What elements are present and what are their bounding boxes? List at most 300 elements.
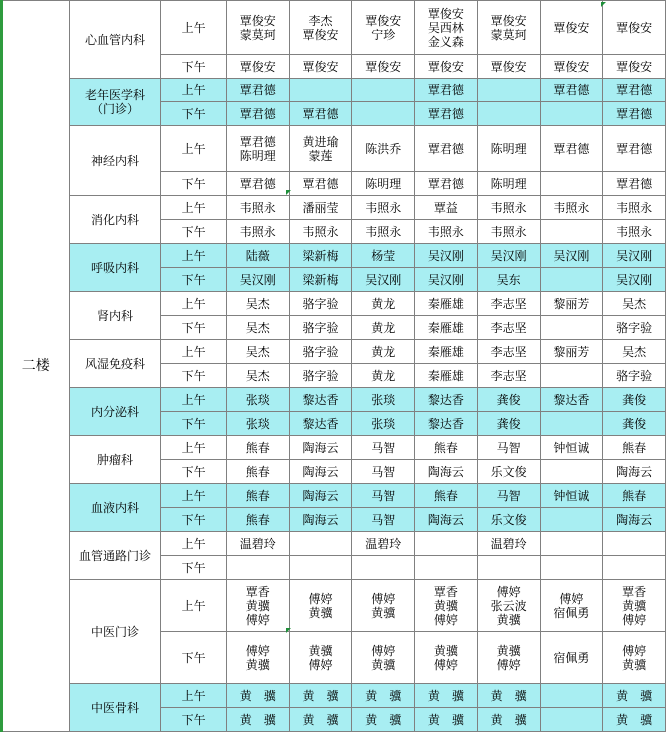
schedule-cell	[415, 708, 478, 732]
schedule-cell	[603, 316, 666, 340]
schedule-cell	[540, 364, 603, 388]
doctor-name: 覃君德	[239, 176, 276, 191]
doctor-name: 温碧玲	[365, 536, 402, 551]
session-label: 上午	[161, 484, 227, 508]
schedule-cell	[415, 632, 478, 684]
doctor-name: 吴汉刚	[490, 248, 527, 263]
doctor-name: 傅婷	[433, 657, 458, 672]
doctor-name: 黄 骥	[490, 712, 527, 727]
schedule-cell	[603, 556, 666, 580]
schedule-cell	[226, 532, 289, 556]
schedule-cell	[289, 708, 352, 732]
session-label: 下午	[161, 220, 227, 244]
schedule-cell	[352, 55, 415, 79]
schedule-cell	[540, 532, 603, 556]
doctor-name: 黄 骥	[302, 712, 339, 727]
schedule-cell	[289, 196, 352, 220]
doctor-name: 乐文俊	[490, 512, 527, 527]
schedule-cell	[226, 684, 289, 708]
schedule-cell	[477, 340, 540, 364]
schedule-cell	[289, 340, 352, 364]
doctor-name: 秦雁雄	[427, 296, 464, 311]
doctor-name: 血管通路门诊	[78, 548, 151, 563]
doctor-name: 潘丽莹	[302, 200, 339, 215]
doctor-name: 李杰	[308, 13, 333, 28]
doctor-name: 骆字验	[616, 320, 653, 335]
schedule-cell	[540, 708, 603, 732]
doctor-name: 黎达香	[553, 392, 590, 407]
doctor-name: 韦照永	[239, 224, 276, 239]
schedule-cell	[540, 292, 603, 316]
doctor-name: 宿佩勇	[553, 605, 590, 620]
schedule-cell	[540, 316, 603, 340]
schedule-cell	[603, 79, 666, 102]
doctor-name: 熊春	[622, 440, 647, 455]
doctor-name: 神经内科	[90, 153, 139, 168]
doctor-name: 陶海云	[302, 488, 339, 503]
doctor-name: 韦照永	[490, 200, 527, 215]
session-label: 上午	[161, 436, 227, 460]
schedule-row-am	[2, 684, 666, 708]
doctor-name: 覃益	[433, 200, 458, 215]
doctor-name: 覃俊安	[553, 59, 590, 74]
schedule-cell	[540, 436, 603, 460]
schedule-cell	[415, 684, 478, 708]
schedule-cell	[289, 316, 352, 340]
doctor-name: 陈明理	[490, 176, 527, 191]
doctor-name: 黄骥	[496, 643, 521, 658]
doctor-name: 李志坚	[490, 296, 527, 311]
schedule-cell	[540, 196, 603, 220]
schedule-cell	[226, 556, 289, 580]
schedule-cell	[540, 580, 603, 632]
schedule-cell	[415, 268, 478, 292]
session-label: 下午	[161, 172, 227, 196]
department-name	[69, 532, 161, 580]
doctor-name: 覃君德	[616, 83, 653, 97]
doctor-name: 黄骥	[308, 605, 333, 620]
doctor-name: 黄 骥	[427, 688, 464, 703]
session-label: 下午	[161, 316, 227, 340]
doctor-name: 骆字验	[302, 320, 339, 335]
session-label: 上午	[161, 684, 227, 708]
schedule-row-am	[2, 1, 666, 55]
schedule-cell	[603, 508, 666, 532]
schedule-cell	[352, 340, 415, 364]
doctor-name: 梁新梅	[302, 248, 339, 263]
doctor-name: 蒙莲	[308, 148, 333, 163]
doctor-name: 韦照永	[490, 224, 527, 239]
schedule-cell	[226, 1, 289, 55]
schedule-cell	[289, 508, 352, 532]
schedule-cell	[415, 412, 478, 436]
department-name	[69, 1, 161, 79]
schedule-cell	[352, 220, 415, 244]
doctor-name: 吴杰	[622, 296, 647, 311]
doctor-name: 梁新梅	[302, 272, 339, 287]
schedule-cell	[289, 532, 352, 556]
doctor-name: 覃俊安	[616, 59, 653, 74]
schedule-cell	[226, 412, 289, 436]
schedule-cell	[540, 220, 603, 244]
schedule-row-am	[2, 436, 666, 460]
department-name	[69, 684, 161, 732]
doctor-name: 黄骥	[371, 657, 396, 672]
schedule-cell	[477, 316, 540, 340]
department-name	[69, 292, 161, 340]
schedule-cell	[415, 244, 478, 268]
schedule-cell	[477, 364, 540, 388]
schedule-cell	[477, 532, 540, 556]
session-label: 上午	[161, 292, 227, 316]
schedule-cell	[415, 580, 478, 632]
doctor-name: 陶海云	[616, 464, 653, 479]
schedule-cell	[352, 684, 415, 708]
doctor-name: 覃香	[433, 584, 458, 599]
schedule-cell	[477, 580, 540, 632]
doctor-name: 陶海云	[427, 464, 464, 479]
schedule-cell	[352, 508, 415, 532]
doctor-name: 韦照永	[427, 224, 464, 239]
doctor-name: 陈明理	[239, 148, 276, 163]
doctor-name: 韦照永	[365, 224, 402, 239]
doctor-name: 马智	[371, 512, 396, 527]
schedule-cell	[226, 436, 289, 460]
doctor-name: 傅婷	[622, 612, 647, 627]
doctor-name: 覃俊安	[302, 59, 339, 74]
schedule-cell	[540, 388, 603, 412]
doctor-name: 傅婷	[371, 591, 396, 606]
schedule-cell	[226, 244, 289, 268]
doctor-name: 吴西林	[427, 20, 464, 35]
doctor-name: 覃俊安	[427, 59, 464, 74]
schedule-cell	[603, 1, 666, 55]
schedule-cell	[352, 580, 415, 632]
doctor-name: 覃君德	[616, 176, 653, 191]
doctor-name: 肿瘤科	[96, 452, 133, 467]
schedule-cell	[289, 55, 352, 79]
doctor-name: 李志坚	[490, 320, 527, 335]
doctor-name: 吴汉刚	[365, 272, 402, 287]
doctor-name: 覃俊安	[553, 20, 590, 35]
schedule-cell	[603, 412, 666, 436]
schedule-cell	[415, 436, 478, 460]
schedule-cell	[540, 684, 603, 708]
doctor-name: 吴汉刚	[616, 272, 653, 287]
doctor-name: 黄 骥	[490, 688, 527, 703]
doctor-name: 覃俊安	[616, 20, 653, 35]
schedule-row-am	[2, 292, 666, 316]
doctor-name: 傅婷	[308, 591, 333, 606]
session-label: 上午	[161, 388, 227, 412]
doctor-name: 黄骥	[496, 612, 521, 627]
doctor-name: 呼吸内科	[90, 260, 139, 275]
schedule-row-am	[2, 532, 666, 556]
doctor-name: 老年医学科	[84, 88, 145, 102]
doctor-name: 吴杰	[245, 344, 270, 359]
doctor-name: 黎丽芳	[553, 344, 590, 359]
session-label: 上午	[161, 244, 227, 268]
schedule-cell	[415, 556, 478, 580]
doctor-name: 秦雁雄	[427, 320, 464, 335]
doctor-name: 覃君德	[427, 141, 464, 156]
schedule-cell	[477, 244, 540, 268]
session-label: 下午	[161, 55, 227, 79]
schedule-cell	[603, 340, 666, 364]
schedule-cell	[289, 79, 352, 102]
doctor-name: 熊春	[433, 488, 458, 503]
doctor-name: 肾内科	[96, 308, 133, 323]
doctor-name: 黄龙	[371, 368, 396, 383]
session-label: 上午	[161, 580, 227, 632]
schedule-cell	[289, 556, 352, 580]
doctor-name: 黄骥	[622, 598, 647, 613]
doctor-name: 黄龙	[371, 296, 396, 311]
schedule-cell	[477, 126, 540, 172]
schedule-cell	[415, 196, 478, 220]
session-label: 下午	[161, 102, 227, 126]
schedule-cell	[289, 268, 352, 292]
doctor-name: 消化内科	[90, 212, 139, 227]
doctor-name: 陈洪乔	[365, 141, 402, 156]
schedule-row-am	[2, 388, 666, 412]
schedule-cell	[415, 102, 478, 126]
doctor-name: 心血管内科	[84, 32, 145, 47]
doctor-name: 熊春	[245, 488, 270, 503]
schedule-cell	[415, 316, 478, 340]
schedule-cell	[352, 172, 415, 196]
schedule-row-am	[2, 79, 666, 102]
doctor-name: 张琰	[371, 392, 396, 407]
schedule-cell	[289, 388, 352, 412]
doctor-name: 覃君德	[427, 176, 464, 191]
schedule-cell	[477, 220, 540, 244]
schedule-cell	[352, 292, 415, 316]
doctor-name: 覃俊安	[490, 59, 527, 74]
doctor-name: 韦照永	[616, 200, 653, 215]
doctor-name: 黄 骥	[365, 688, 402, 703]
schedule-cell	[352, 79, 415, 102]
doctor-name: 骆字验	[616, 368, 653, 383]
schedule-cell	[415, 532, 478, 556]
doctor-name: 傅婷	[622, 643, 647, 658]
schedule-cell	[415, 292, 478, 316]
schedule-cell	[226, 316, 289, 340]
doctor-name: 骆字验	[302, 368, 339, 383]
schedule-cell	[540, 412, 603, 436]
schedule-row-am	[2, 126, 666, 172]
doctor-name: 秦雁雄	[427, 368, 464, 383]
schedule-cell	[415, 220, 478, 244]
schedule-cell	[603, 172, 666, 196]
doctor-name: 傅婷	[496, 584, 521, 599]
schedule-cell	[477, 508, 540, 532]
schedule-cell	[289, 580, 352, 632]
doctor-name: 覃俊安	[427, 6, 464, 21]
department-name	[69, 196, 161, 244]
schedule-cell	[352, 244, 415, 268]
doctor-name: 吴杰	[245, 368, 270, 383]
doctor-name: 傅婷	[559, 591, 584, 606]
session-label: 下午	[161, 268, 227, 292]
schedule-cell	[352, 1, 415, 55]
doctor-name: 熊春	[433, 440, 458, 455]
schedule-cell	[477, 55, 540, 79]
schedule-cell	[540, 508, 603, 532]
doctor-name: 黎达香	[302, 416, 339, 431]
schedule-cell	[540, 556, 603, 580]
schedule-cell	[603, 532, 666, 556]
schedule-cell	[603, 268, 666, 292]
doctor-name: 内分泌科	[90, 404, 139, 419]
doctor-name: 覃君德	[302, 106, 339, 121]
doctor-name: 吴汉刚	[616, 248, 653, 263]
doctor-name: 陶海云	[302, 464, 339, 479]
schedule-cell	[603, 460, 666, 484]
doctor-name: 张琰	[245, 392, 270, 407]
schedule-cell	[415, 1, 478, 55]
doctor-name: 熊春	[245, 512, 270, 527]
doctor-name: 覃君德	[302, 176, 339, 191]
schedule-cell	[226, 632, 289, 684]
schedule-cell	[289, 244, 352, 268]
doctor-name: 马智	[496, 488, 521, 503]
doctor-name: 马智	[371, 440, 396, 455]
schedule-cell	[415, 388, 478, 412]
schedule-cell	[226, 172, 289, 196]
doctor-name: 乐文俊	[490, 464, 527, 479]
schedule-cell	[352, 484, 415, 508]
doctor-name: 金义森	[427, 34, 464, 49]
schedule-cell	[603, 55, 666, 79]
schedule-cell	[477, 460, 540, 484]
doctor-name: 傅婷	[245, 643, 270, 658]
doctor-name: 覃君德	[553, 141, 590, 156]
schedule-cell	[540, 79, 603, 102]
schedule-cell	[226, 708, 289, 732]
doctor-name: 黄骥	[245, 598, 270, 613]
doctor-name: 韦照永	[616, 224, 653, 239]
doctor-name: 黄龙	[371, 344, 396, 359]
schedule-cell	[289, 126, 352, 172]
schedule-cell	[540, 1, 603, 55]
schedule-cell	[289, 632, 352, 684]
schedule-cell	[540, 102, 603, 126]
schedule-cell	[289, 436, 352, 460]
doctor-name: 黄进瑜	[302, 134, 339, 149]
schedule-cell	[477, 412, 540, 436]
doctor-name: 黄骥	[308, 643, 333, 658]
schedule-cell	[226, 220, 289, 244]
schedule-cell	[603, 684, 666, 708]
schedule-cell	[415, 508, 478, 532]
department-name	[69, 388, 161, 436]
department-name	[69, 244, 161, 292]
doctor-name: 韦照永	[302, 224, 339, 239]
session-label: 下午	[161, 460, 227, 484]
doctor-name: 黄 骥	[302, 688, 339, 703]
schedule-cell	[352, 102, 415, 126]
doctor-name: 覃君德	[239, 83, 276, 97]
doctor-name: 覃君德	[427, 106, 464, 121]
schedule-cell	[477, 684, 540, 708]
schedule-cell	[352, 708, 415, 732]
doctor-name: 钟恒诚	[553, 440, 590, 455]
session-label: 上午	[161, 1, 227, 55]
doctor-name: 黄龙	[371, 320, 396, 335]
doctor-name: 陈明理	[490, 141, 527, 156]
schedule-cell	[477, 708, 540, 732]
schedule-row-am	[2, 196, 666, 220]
doctor-name: 马智	[496, 440, 521, 455]
doctor-name: 黄 骥	[427, 712, 464, 727]
schedule-cell	[226, 388, 289, 412]
schedule-cell	[540, 268, 603, 292]
session-label: 下午	[161, 412, 227, 436]
session-label: 上午	[161, 340, 227, 364]
doctor-name: 黄骥	[371, 605, 396, 620]
schedule-cell	[603, 244, 666, 268]
schedule-cell	[352, 316, 415, 340]
doctor-name: 张琰	[245, 416, 270, 431]
schedule-row-am	[2, 484, 666, 508]
schedule-cell	[226, 460, 289, 484]
department-name	[69, 580, 161, 684]
doctor-name: 秦雁雄	[427, 344, 464, 359]
schedule-cell	[603, 632, 666, 684]
schedule-cell	[352, 196, 415, 220]
schedule-row-am	[2, 244, 666, 268]
doctor-name: 张琰	[371, 416, 396, 431]
schedule-cell	[603, 708, 666, 732]
doctor-name: 张云波	[490, 598, 527, 613]
doctor-name: 马智	[371, 464, 396, 479]
schedule-cell	[226, 126, 289, 172]
schedule-cell	[226, 484, 289, 508]
doctor-name: 李志坚	[490, 344, 527, 359]
schedule-cell	[603, 388, 666, 412]
doctor-name: 黄 骥	[616, 712, 653, 727]
schedule-cell	[289, 412, 352, 436]
schedule-cell	[352, 556, 415, 580]
schedule-cell	[477, 388, 540, 412]
doctor-name: 傅婷	[245, 612, 270, 627]
schedule-cell	[289, 484, 352, 508]
session-label: 上午	[161, 196, 227, 220]
department-name	[69, 436, 161, 484]
doctor-name: 黄骥	[433, 643, 458, 658]
schedule-cell	[352, 532, 415, 556]
doctor-name: 陶海云	[616, 512, 653, 527]
session-label: 下午	[161, 508, 227, 532]
doctor-name: 傅婷	[308, 657, 333, 672]
doctor-name: 覃君德	[239, 106, 276, 121]
doctor-name: 杨莹	[371, 248, 396, 263]
doctor-name: 韦照永	[239, 200, 276, 215]
schedule-cell	[352, 412, 415, 436]
doctor-name: 吴汉刚	[553, 248, 590, 263]
doctor-name: 覃君德	[553, 83, 590, 97]
schedule-cell	[352, 388, 415, 412]
schedule-cell	[415, 484, 478, 508]
doctor-name: 陶海云	[427, 512, 464, 527]
schedule-cell	[289, 1, 352, 55]
schedule-cell	[477, 172, 540, 196]
doctor-name: 骆字验	[302, 344, 339, 359]
doctor-name: 吴杰	[245, 320, 270, 335]
doctor-name: 傅婷	[496, 657, 521, 672]
doctor-name: 陶海云	[302, 512, 339, 527]
